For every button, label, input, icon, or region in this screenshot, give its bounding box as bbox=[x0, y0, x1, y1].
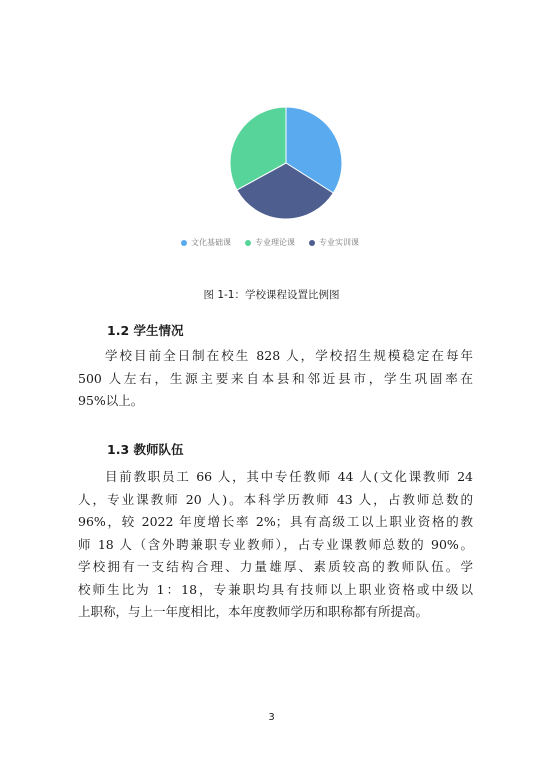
students-paragraph bbox=[78, 345, 473, 413]
legend-item-culture bbox=[181, 237, 231, 248]
legend-label-culture: 文化基础课 bbox=[191, 238, 231, 247]
legend-item-theory bbox=[245, 237, 295, 248]
section-heading-teachers: 1.3 教师队伍 bbox=[107, 442, 184, 457]
legend-label-theory: 专业理论课 bbox=[255, 238, 295, 247]
teachers-line-3: 96%，较 2022 年度增长率 2%；具有高级工以上职业资格的教 bbox=[78, 514, 473, 529]
legend-item-practice bbox=[309, 237, 359, 248]
legend-swatch-theory bbox=[245, 240, 251, 246]
figure-caption: 图 1-1：学校课程设置比例图 bbox=[203, 289, 340, 301]
page-number: 3 bbox=[268, 712, 275, 723]
legend-swatch-culture bbox=[181, 240, 187, 246]
students-line-1: 学校目前全日制在校生 828 人，学校招生规模稳定在每年 bbox=[105, 348, 473, 363]
teachers-line-2: 人，专业课教师 20 人)。本科学历教师 43 人，占教师总数的 bbox=[78, 491, 473, 507]
section-heading-students: 1.2 学生情况 bbox=[107, 323, 184, 338]
legend-swatch-practice bbox=[309, 240, 315, 246]
students-line-2: 500 人左右，生源主要来自本县和邻近县市，学生巩固率在 bbox=[78, 370, 473, 386]
teachers-line-1: 目前教职员工 66 人，其中专任教师 44 人(文化课教师 24 bbox=[105, 469, 473, 484]
legend-label-practice: 专业实训课 bbox=[319, 238, 359, 247]
teachers-paragraph bbox=[78, 466, 473, 624]
students-line-3: 95%以上。 bbox=[78, 393, 144, 408]
teachers-line-4: 师 18 人（含外聘兼职专业教师），占专业课教师总数的 90%。 bbox=[78, 536, 473, 552]
chart-legend bbox=[181, 237, 359, 248]
teachers-line-7: 上职称，与上一年度相比，本年度教师学历和职称都有所提高。 bbox=[78, 604, 429, 619]
teachers-line-5: 学校拥有一支结构合理、力量雄厚、素质较高的教师队伍。学 bbox=[78, 559, 473, 574]
teachers-line-6: 校师生比为 1：18，专兼职均具有技师以上职业资格或中级以 bbox=[78, 581, 473, 597]
